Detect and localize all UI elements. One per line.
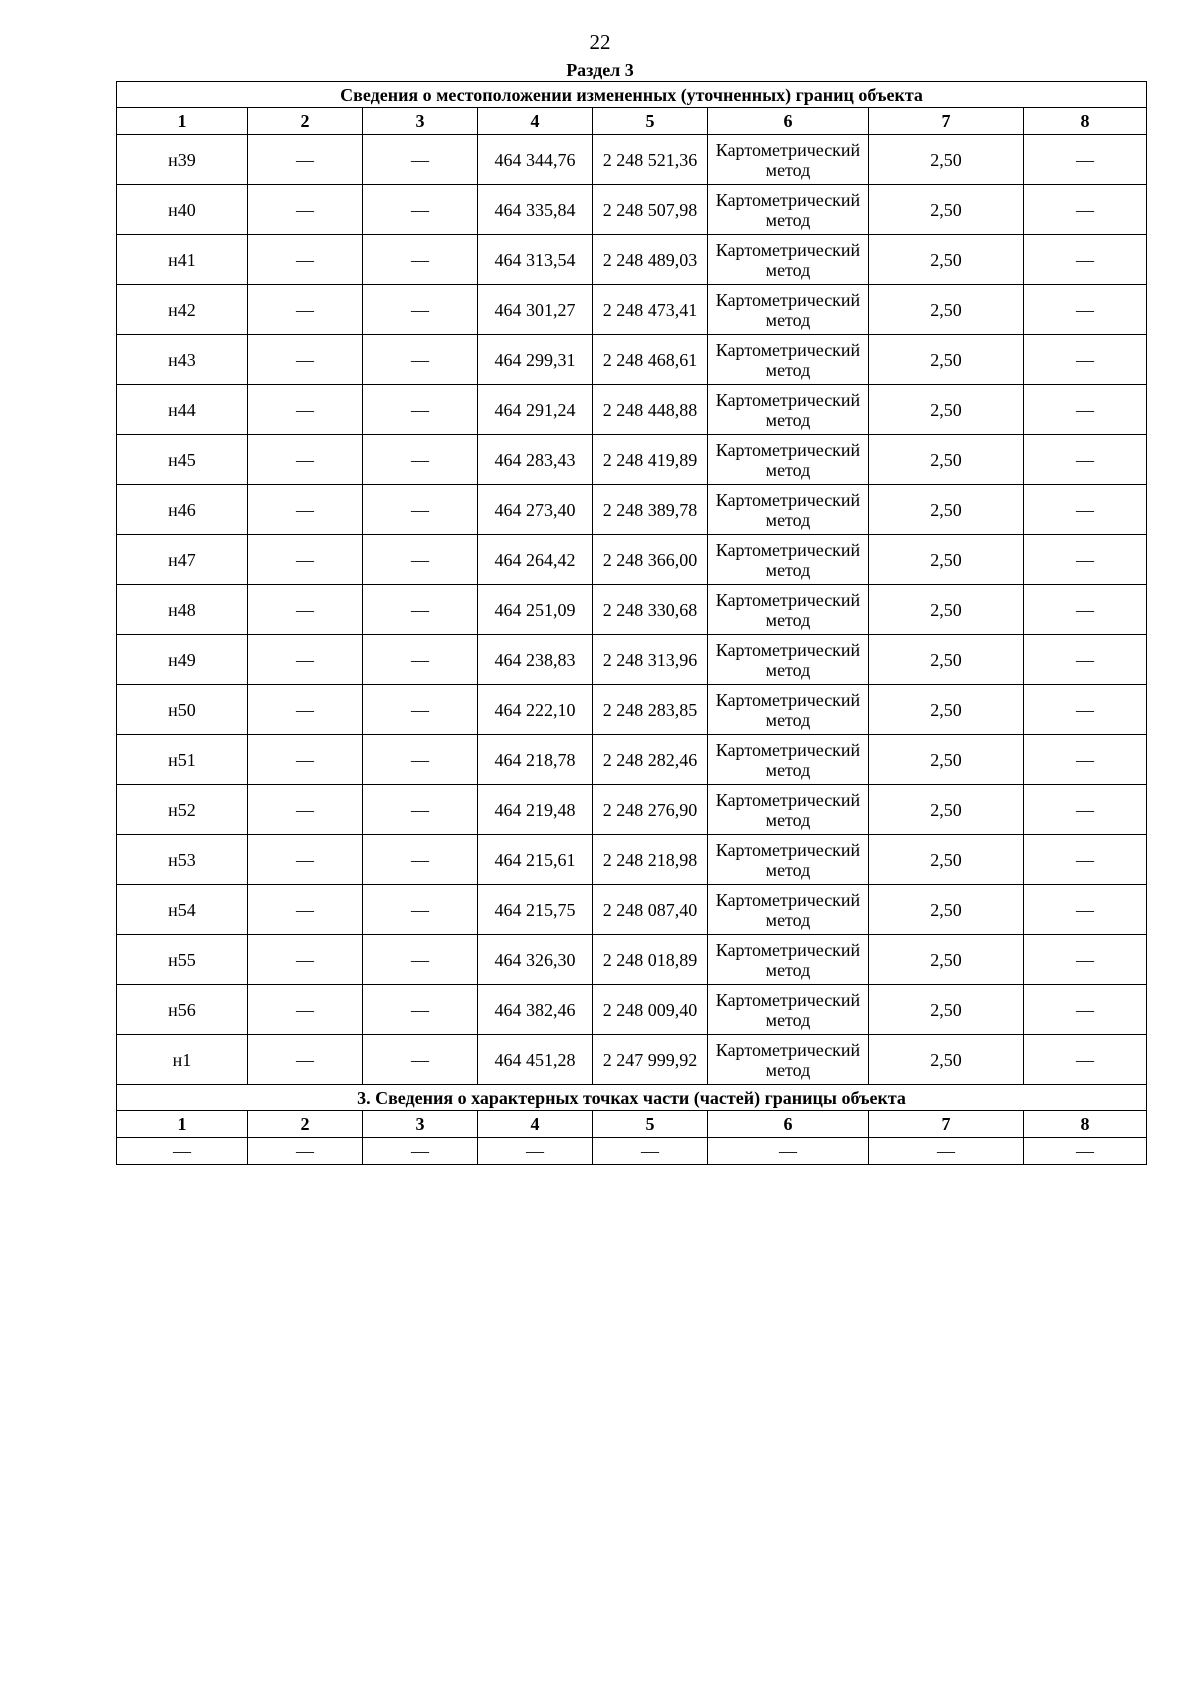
table-cell: — <box>248 935 363 985</box>
table-row <box>117 135 1147 185</box>
table-cell: 464 251,09 <box>478 585 593 635</box>
table-cell: Картометрический метод <box>708 185 869 235</box>
table-cell: Картометрический метод <box>708 235 869 285</box>
table-cell: — <box>1024 285 1147 335</box>
table-cell: 2,50 <box>869 285 1024 335</box>
table-cell: — <box>248 435 363 485</box>
boundary-table-body <box>117 82 1147 1165</box>
table-cell: — <box>248 285 363 335</box>
table-cell: Картометрический метод <box>708 935 869 985</box>
table-cell: 2,50 <box>869 685 1024 735</box>
table-cell: 464 291,24 <box>478 385 593 435</box>
table-cell: — <box>248 735 363 785</box>
table-cell: Картометрический метод <box>708 335 869 385</box>
table-cell: Картометрический метод <box>708 635 869 685</box>
table-row <box>117 585 1147 635</box>
table-cell: — <box>1024 885 1147 935</box>
column-header: 3 <box>363 1111 478 1138</box>
table-cell: н48 <box>117 585 248 635</box>
table-cell: 464 313,54 <box>478 235 593 285</box>
table-cell: 464 344,76 <box>478 135 593 185</box>
table-cell: — <box>363 585 478 635</box>
column-header: 7 <box>869 1111 1024 1138</box>
table-cell: 2,50 <box>869 585 1024 635</box>
table-cell: 464 238,83 <box>478 635 593 685</box>
table-cell: — <box>248 685 363 735</box>
table-cell: 2 248 330,68 <box>593 585 708 635</box>
parts-column-header-row <box>117 1111 1147 1138</box>
table-cell: — <box>1024 485 1147 535</box>
table-cell: Картометрический метод <box>708 285 869 335</box>
table-cell: 2,50 <box>869 335 1024 385</box>
table-cell: 2 248 283,85 <box>593 685 708 735</box>
parts-table-caption: 3. Сведения о характерных точках части (частей) границы объекта <box>117 1085 1147 1111</box>
table-cell: — <box>1024 985 1147 1035</box>
column-header: 8 <box>1024 108 1147 135</box>
table-cell: — <box>248 485 363 535</box>
section-title: Раздел 3 <box>566 60 634 80</box>
table-cell: н54 <box>117 885 248 935</box>
table-cell: н47 <box>117 535 248 585</box>
table-cell: 2 248 473,41 <box>593 285 708 335</box>
table-row <box>117 535 1147 585</box>
table-cell: — <box>248 635 363 685</box>
table-cell: — <box>363 435 478 485</box>
table-cell: — <box>363 635 478 685</box>
table-cell: — <box>248 235 363 285</box>
table-cell: — <box>248 585 363 635</box>
table-cell: — <box>248 835 363 885</box>
table-cell: Картометрический метод <box>708 685 869 735</box>
table-cell: н40 <box>117 185 248 235</box>
table-cell: — <box>248 1138 363 1165</box>
table-cell: — <box>363 985 478 1035</box>
table-row <box>117 335 1147 385</box>
boundary-table <box>116 81 1147 1165</box>
table-cell: 2 248 018,89 <box>593 935 708 985</box>
table-cell: 464 222,10 <box>478 685 593 735</box>
table-cell: 2 248 218,98 <box>593 835 708 885</box>
table-cell: 2 248 009,40 <box>593 985 708 1035</box>
table-cell: 2,50 <box>869 635 1024 685</box>
table-row <box>117 635 1147 685</box>
column-header: 5 <box>593 108 708 135</box>
table-cell: 2 248 389,78 <box>593 485 708 535</box>
table-row <box>117 385 1147 435</box>
table-cell: 2 248 087,40 <box>593 885 708 935</box>
table-cell: Картометрический метод <box>708 735 869 785</box>
table-cell: — <box>363 685 478 735</box>
table-cell: 2,50 <box>869 935 1024 985</box>
table-cell: — <box>248 385 363 435</box>
table-cell: 464 335,84 <box>478 185 593 235</box>
table-cell: — <box>248 785 363 835</box>
table-cell: Картометрический метод <box>708 535 869 585</box>
table-cell: — <box>248 335 363 385</box>
table-row <box>117 485 1147 535</box>
table-cell: 2 248 448,88 <box>593 385 708 435</box>
column-header: 8 <box>1024 1111 1147 1138</box>
table-cell: — <box>363 285 478 335</box>
table-cell: 2,50 <box>869 835 1024 885</box>
table-cell: — <box>363 785 478 835</box>
table-cell: 2,50 <box>869 185 1024 235</box>
table-row <box>117 235 1147 285</box>
table-cell: 2 247 999,92 <box>593 1035 708 1085</box>
table-cell: — <box>1024 585 1147 635</box>
table-cell: — <box>1024 235 1147 285</box>
table-cell: Картометрический метод <box>708 785 869 835</box>
table-cell: 2,50 <box>869 235 1024 285</box>
table-cell: — <box>1024 635 1147 685</box>
table-cell: 2 248 507,98 <box>593 185 708 235</box>
table-cell: 2 248 313,96 <box>593 635 708 685</box>
table-cell: — <box>363 335 478 385</box>
table-cell: 2 248 489,03 <box>593 235 708 285</box>
column-header: 4 <box>478 108 593 135</box>
table-cell: — <box>593 1138 708 1165</box>
table-row <box>117 1035 1147 1085</box>
table-cell: — <box>363 735 478 785</box>
table-cell: — <box>1024 685 1147 735</box>
table-cell: н56 <box>117 985 248 1035</box>
column-header: 3 <box>363 108 478 135</box>
table-cell: 2,50 <box>869 435 1024 485</box>
table-cell: н51 <box>117 735 248 785</box>
column-header: 7 <box>869 108 1024 135</box>
table-cell: н44 <box>117 385 248 435</box>
table-cell: Картометрический метод <box>708 985 869 1035</box>
table-cell: — <box>363 535 478 585</box>
parts-table-caption-row <box>117 1085 1147 1111</box>
table-cell: 464 219,48 <box>478 785 593 835</box>
column-header: 2 <box>248 1111 363 1138</box>
table-cell: 464 451,28 <box>478 1035 593 1085</box>
table-cell: Картометрический метод <box>708 435 869 485</box>
table-cell: 464 215,61 <box>478 835 593 885</box>
table-cell: 464 273,40 <box>478 485 593 535</box>
table-cell: — <box>363 385 478 435</box>
table-cell: н39 <box>117 135 248 185</box>
table-row <box>117 985 1147 1035</box>
table-row <box>117 685 1147 735</box>
table-cell: — <box>363 185 478 235</box>
table-cell: — <box>1024 135 1147 185</box>
table-cell: Картометрический метод <box>708 585 869 635</box>
table-cell: — <box>1024 435 1147 485</box>
table-cell: н42 <box>117 285 248 335</box>
table-cell: Картометрический метод <box>708 135 869 185</box>
table-cell: н41 <box>117 235 248 285</box>
table-cell: Картометрический метод <box>708 385 869 435</box>
table-cell: — <box>478 1138 593 1165</box>
table-cell: — <box>363 235 478 285</box>
table-row <box>117 885 1147 935</box>
table-cell: 464 215,75 <box>478 885 593 935</box>
table-cell: — <box>248 885 363 935</box>
table-cell: — <box>363 935 478 985</box>
table-cell: 2,50 <box>869 535 1024 585</box>
table-cell: 464 301,27 <box>478 285 593 335</box>
table-cell: 464 264,42 <box>478 535 593 585</box>
table-cell: 2,50 <box>869 785 1024 835</box>
table-row <box>117 435 1147 485</box>
table-cell: — <box>1024 735 1147 785</box>
table-cell: — <box>1024 1035 1147 1085</box>
column-header: 5 <box>593 1111 708 1138</box>
table-row <box>117 1138 1147 1165</box>
table-cell: — <box>363 485 478 535</box>
table-cell: — <box>363 1138 478 1165</box>
table-cell: — <box>1024 535 1147 585</box>
table-cell: — <box>1024 385 1147 435</box>
column-header: 1 <box>117 108 248 135</box>
table-cell: 464 218,78 <box>478 735 593 785</box>
table-cell: — <box>1024 1138 1147 1165</box>
table-cell: — <box>1024 935 1147 985</box>
table-cell: 2 248 468,61 <box>593 335 708 385</box>
table-cell: — <box>248 985 363 1035</box>
table-cell: 2 248 276,90 <box>593 785 708 835</box>
table-cell: н46 <box>117 485 248 535</box>
table-cell: 2 248 521,36 <box>593 135 708 185</box>
table-cell: н1 <box>117 1035 248 1085</box>
table-cell: Картометрический метод <box>708 835 869 885</box>
table-cell: н45 <box>117 435 248 485</box>
table-cell: Картометрический метод <box>708 1035 869 1085</box>
table-cell: 2,50 <box>869 735 1024 785</box>
table-cell: — <box>363 885 478 935</box>
table-cell: — <box>363 1035 478 1085</box>
table-cell: 464 283,43 <box>478 435 593 485</box>
table-row <box>117 285 1147 335</box>
table-cell: н52 <box>117 785 248 835</box>
table-row <box>117 185 1147 235</box>
table-cell: Картометрический метод <box>708 485 869 535</box>
table-caption: Сведения о местоположении измененных (уточненных) границ объекта <box>117 82 1147 108</box>
table-row <box>117 785 1147 835</box>
column-header: 6 <box>708 1111 869 1138</box>
table-cell: — <box>1024 785 1147 835</box>
column-header-row <box>117 108 1147 135</box>
table-cell: Картометрический метод <box>708 885 869 935</box>
table-cell: 2 248 419,89 <box>593 435 708 485</box>
table-row <box>117 735 1147 785</box>
table-cell: 2,50 <box>869 135 1024 185</box>
table-cell: — <box>1024 185 1147 235</box>
table-cell: — <box>869 1138 1024 1165</box>
table-cell: — <box>248 1035 363 1085</box>
table-cell: н43 <box>117 335 248 385</box>
table-cell: 464 326,30 <box>478 935 593 985</box>
table-cell: н50 <box>117 685 248 735</box>
table-cell: н55 <box>117 935 248 985</box>
table-row <box>117 935 1147 985</box>
table-cell: — <box>117 1138 248 1165</box>
table-cell: — <box>1024 335 1147 385</box>
page-number: 22 <box>589 30 611 54</box>
table-cell: 2,50 <box>869 1035 1024 1085</box>
table-cell: — <box>363 835 478 885</box>
table-cell: 464 382,46 <box>478 985 593 1035</box>
table-cell: 2 248 282,46 <box>593 735 708 785</box>
table-cell: — <box>248 135 363 185</box>
column-header: 1 <box>117 1111 248 1138</box>
table-cell: н53 <box>117 835 248 885</box>
table-cell: — <box>708 1138 869 1165</box>
table-caption-row <box>117 82 1147 108</box>
column-header: 2 <box>248 108 363 135</box>
column-header: 6 <box>708 108 869 135</box>
table-cell: 2 248 366,00 <box>593 535 708 585</box>
table-cell: 2,50 <box>869 385 1024 435</box>
table-cell: 2,50 <box>869 885 1024 935</box>
column-header: 4 <box>478 1111 593 1138</box>
table-cell: — <box>248 185 363 235</box>
table-cell: — <box>248 535 363 585</box>
table-cell: — <box>1024 835 1147 885</box>
table-cell: — <box>363 135 478 185</box>
table-cell: 2,50 <box>869 985 1024 1035</box>
table-row <box>117 835 1147 885</box>
table-cell: 464 299,31 <box>478 335 593 385</box>
table-cell: 2,50 <box>869 485 1024 535</box>
table-cell: н49 <box>117 635 248 685</box>
